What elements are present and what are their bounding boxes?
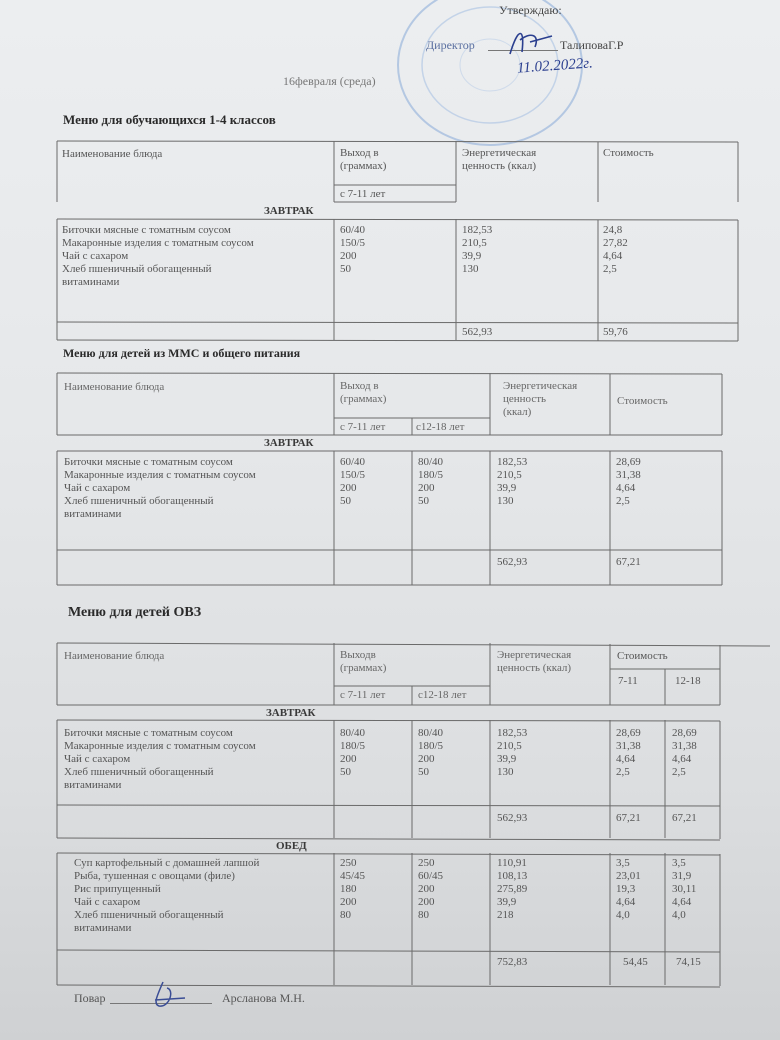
s1-total-energy: 562,93	[462, 326, 493, 338]
s3-header-age1: с 7-11 лет	[340, 689, 386, 701]
s1-energy-list: 182,53 210,5 39,9 130	[462, 224, 493, 275]
section1-title: Меню для обучающихся 1-4 классов	[63, 112, 276, 127]
s2-total-energy: 562,93	[497, 556, 528, 568]
director-label: Директор	[426, 38, 475, 52]
s3-lunch-dishes: Суп картофельный с домашней лапшой Рыба, тушенная с овощами (филе) Рис припущенный Чай с сахаром Хлеб пшеничный обогащенный витаминами	[74, 857, 260, 934]
s2-energy-list: 182,53 210,5 39,9 130	[497, 456, 528, 507]
approve-label: Утверждаю:	[499, 3, 562, 17]
s1-header-name: Наименование блюда	[62, 148, 163, 160]
s3-header-cost: Стоимость	[617, 650, 668, 662]
s3-breakfast-total-cost1: 67,21	[616, 812, 641, 824]
s3-header-name: Наименование блюда	[64, 650, 165, 662]
s3-header-energy: Энергетическая ценность (ккал)	[497, 649, 572, 674]
s2-meal-label: ЗАВТРАК	[264, 437, 314, 449]
s2-output2-list: 80/40 180/5 200 50	[418, 456, 444, 507]
s3-header-age2: с12-18 лет	[418, 689, 467, 701]
signature-date: 11.02.2022г.	[516, 55, 594, 77]
s2-header-age2: с12-18 лет	[416, 421, 465, 433]
section2-title: Меню для детей из ММС и общего питания	[63, 346, 301, 360]
s3-lunch-label: ОБЕД	[276, 840, 307, 852]
s2-header-output: Выход в (граммах)	[340, 380, 387, 405]
s1-total-cost: 59,76	[603, 326, 628, 338]
s2-header-energy: Энергетическая ценность (ккал)	[503, 380, 578, 418]
s3-lunch-output2: 250 60/45 200 200 80	[418, 857, 444, 921]
s3-lunch-cost1: 3,5 23,01 19,3 4,64 4,0	[616, 857, 641, 921]
director-name: ТалиповаГ.Р	[560, 38, 624, 52]
s3-breakfast-total-energy: 562,93	[497, 812, 528, 824]
cook-name: Арсланова М.Н.	[222, 991, 305, 1005]
s2-header-cost: Стоимость	[617, 395, 668, 407]
s3-lunch-total-cost2: 74,15	[676, 956, 701, 968]
s3-lunch-cost2: 3,5 31,9 30,11 4,64 4,0	[672, 857, 697, 921]
s3-lunch-energy: 110,91 108,13 275,89 39,9 218	[497, 857, 528, 921]
s1-dishes-list: Биточки мясные с томатным соусом Макаронные изделия с томатным соусом Чай с сахаром Хлеб пшеничный обогащенный витаминами	[62, 224, 254, 288]
s2-dishes-list: Биточки мясные с томатным соусом Макаронные изделия с томатным соусом Чай с сахаром Хлеб пшеничный обогащенный витаминами	[64, 456, 256, 520]
s1-header-cost: Стоимость	[603, 147, 654, 159]
s1-header-energy: Энергетическая ценность (ккал)	[462, 147, 537, 172]
s2-header-age1: с 7-11 лет	[340, 421, 386, 433]
s1-header-age: с 7-11 лет	[340, 188, 386, 200]
s3-lunch-total-cost1: 54,45	[623, 956, 648, 968]
s1-meal-label: ЗАВТРАК	[264, 205, 314, 217]
s3-lunch-output1: 250 45/45 180 200 80	[340, 857, 366, 921]
s3-breakfast-output2: 80/40 180/5 200 50	[418, 727, 444, 778]
date-line: 16февраля (среда)	[283, 74, 376, 88]
s1-cost-list: 24,8 27,82 4,64 2,5	[603, 224, 628, 275]
s3-header-cost2: 12-18	[675, 675, 701, 687]
s3-header-cost1: 7-11	[618, 675, 638, 687]
s3-breakfast-total-cost2: 67,21	[672, 812, 697, 824]
s3-breakfast-output1: 80/40 180/5 200 50	[340, 727, 366, 778]
s3-header-output: Выходв (граммах)	[340, 649, 387, 674]
s3-breakfast-energy: 182,53 210,5 39,9 130	[497, 727, 528, 778]
s3-lunch-total-energy: 752,83	[497, 956, 528, 968]
cook-label: Повар	[74, 991, 106, 1005]
s3-breakfast-cost1: 28,69 31,38 4,64 2,5	[616, 727, 641, 778]
s3-breakfast-label: ЗАВТРАК	[266, 707, 316, 719]
s2-total-cost: 67,21	[616, 556, 641, 568]
s3-breakfast-cost2: 28,69 31,38 4,64 2,5	[672, 727, 697, 778]
s1-output-list: 60/40 150/5 200 50	[340, 224, 366, 275]
section3-title: Меню для детей ОВЗ	[68, 605, 202, 620]
s2-header-name: Наименование блюда	[64, 381, 165, 393]
s2-output1-list: 60/40 150/5 200 50	[340, 456, 366, 507]
s1-header-output: Выход в (граммах)	[340, 147, 387, 172]
s3-breakfast-dishes: Биточки мясные с томатным соусом Макаронные изделия с томатным соусом Чай с сахаром Хлеб пшеничный обогащенный витаминами	[64, 727, 256, 791]
s2-cost-list: 28,69 31,38 4,64 2,5	[616, 456, 641, 507]
cook-signature	[145, 978, 195, 1010]
